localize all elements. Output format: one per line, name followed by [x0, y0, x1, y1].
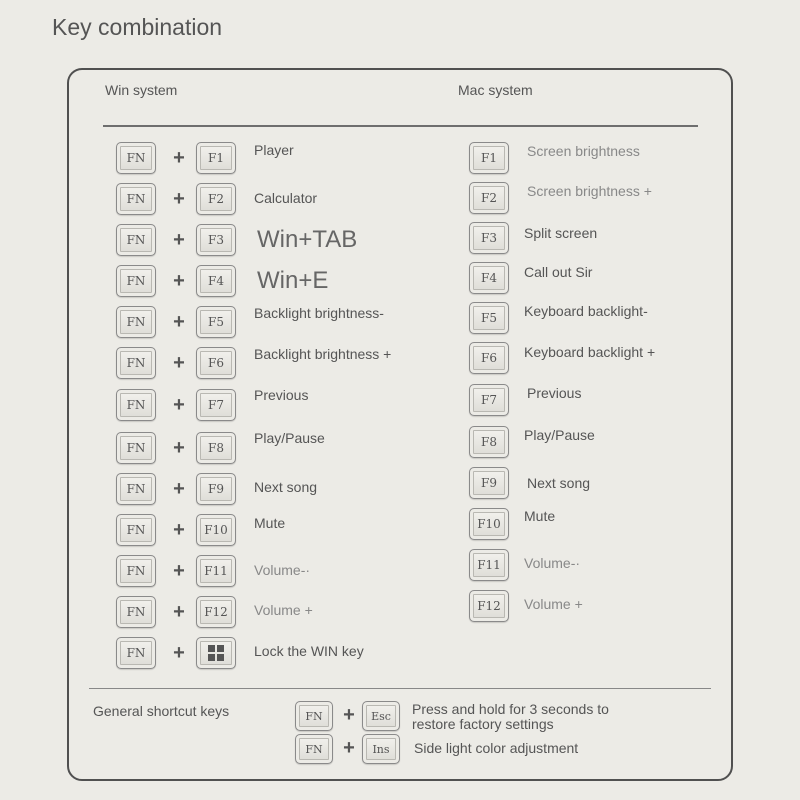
fn-key: FN: [295, 701, 333, 731]
f7-key: F7: [196, 389, 236, 421]
f12-key: F12: [469, 590, 509, 622]
win-shortcut-desc: Next song: [254, 479, 318, 495]
win-shortcut-desc: Win+E: [257, 267, 329, 294]
f3-key: F3: [469, 222, 509, 254]
mac-shortcut-desc: Screen brightness +: [527, 183, 652, 199]
f4-key: F4: [469, 262, 509, 294]
fn-key: FN: [116, 473, 156, 505]
plus-sign: +: [173, 519, 185, 541]
mac-shortcut-desc: Keyboard backlight +: [524, 344, 656, 360]
plus-sign: +: [173, 352, 185, 374]
plus-sign: +: [173, 642, 185, 664]
fn-key: FN: [116, 224, 156, 256]
win-shortcut-desc: Mute: [254, 515, 286, 531]
fn-key: FN: [116, 142, 156, 174]
header-divider: [103, 125, 698, 127]
plus-sign: +: [173, 229, 185, 251]
win-shortcut-desc: Volume-·: [254, 562, 311, 578]
f1-key: F1: [469, 142, 509, 174]
win-logo-key: [196, 637, 236, 669]
fn-key: FN: [116, 514, 156, 546]
f2-key: F2: [196, 183, 236, 215]
win-shortcut-desc: Calculator: [254, 190, 318, 206]
fn-key: FN: [116, 555, 156, 587]
mac-shortcut-desc: Split screen: [524, 225, 598, 241]
mac-shortcut-desc: Volume +: [524, 596, 583, 612]
f6-key: F6: [469, 342, 509, 374]
fn-key: FN: [116, 389, 156, 421]
general-divider: [89, 688, 711, 689]
f8-key: F8: [469, 426, 509, 458]
fn-key: FN: [295, 734, 333, 764]
win-shortcut-desc: Play/Pause: [254, 430, 325, 446]
f4-key: F4: [196, 265, 236, 297]
mac-shortcut-desc: Volume-·: [524, 555, 581, 571]
factory-reset-desc-line2: restore factory settings: [412, 716, 554, 732]
mac-shortcut-desc: Mute: [524, 508, 556, 524]
f11-key: F11: [196, 555, 236, 587]
mac-shortcut-desc: Keyboard backlight-: [524, 303, 648, 319]
plus-sign: +: [173, 270, 185, 292]
mac-shortcut-desc: Play/Pause: [524, 427, 595, 443]
fn-key: FN: [116, 265, 156, 297]
fn-key: FN: [116, 432, 156, 464]
plus-sign: +: [173, 478, 185, 500]
mac-shortcut-desc: Screen brightness: [527, 143, 640, 159]
plus-sign: +: [173, 311, 185, 333]
ins-key: Ins: [362, 734, 400, 764]
f1-key: F1: [196, 142, 236, 174]
f2-key: F2: [469, 182, 509, 214]
win-shortcut-desc: Volume +: [254, 602, 313, 618]
plus-sign: +: [173, 188, 185, 210]
plus-sign: +: [173, 147, 185, 169]
key-combination-panel: [67, 68, 733, 781]
plus-sign: +: [173, 394, 185, 416]
f5-key: F5: [469, 302, 509, 334]
f12-key: F12: [196, 596, 236, 628]
f9-key: F9: [196, 473, 236, 505]
fn-key: FN: [116, 347, 156, 379]
f5-key: F5: [196, 306, 236, 338]
mac-shortcut-desc: Next song: [527, 475, 591, 491]
plus-sign: +: [343, 737, 355, 759]
mac-system-header: Mac system: [458, 82, 533, 98]
mac-shortcut-desc: Call out Sir: [524, 264, 593, 280]
f3-key: F3: [196, 224, 236, 256]
fn-key: FN: [116, 637, 156, 669]
win-shortcut-desc: Win+TAB: [257, 226, 358, 253]
win-shortcut-desc: Backlight brightness-: [254, 305, 384, 321]
fn-key: FN: [116, 183, 156, 215]
win-shortcut-desc: Previous: [254, 387, 309, 403]
fn-key: FN: [116, 596, 156, 628]
windows-logo-icon: [208, 645, 224, 661]
esc-key: Esc: [362, 701, 400, 731]
win-shortcut-desc: Lock the WIN key: [254, 643, 364, 659]
f8-key: F8: [196, 432, 236, 464]
mac-shortcut-desc: Previous: [527, 385, 582, 401]
general-shortcut-label: General shortcut keys: [93, 703, 230, 719]
side-light-desc: Side light color adjustment: [414, 740, 579, 756]
fn-key: FN: [116, 306, 156, 338]
f11-key: F11: [469, 549, 509, 581]
plus-sign: +: [343, 704, 355, 726]
factory-reset-desc-line1: Press and hold for 3 seconds to: [412, 701, 609, 717]
plus-sign: +: [173, 437, 185, 459]
f10-key: F10: [196, 514, 236, 546]
win-shortcut-desc: Backlight brightness +: [254, 346, 392, 362]
f6-key: F6: [196, 347, 236, 379]
f9-key: F9: [469, 467, 509, 499]
f7-key: F7: [469, 384, 509, 416]
page-title: Key combination: [52, 14, 223, 40]
plus-sign: +: [173, 560, 185, 582]
plus-sign: +: [173, 601, 185, 623]
win-shortcut-desc: Player: [254, 142, 294, 158]
f10-key: F10: [469, 508, 509, 540]
win-system-header: Win system: [105, 82, 178, 98]
